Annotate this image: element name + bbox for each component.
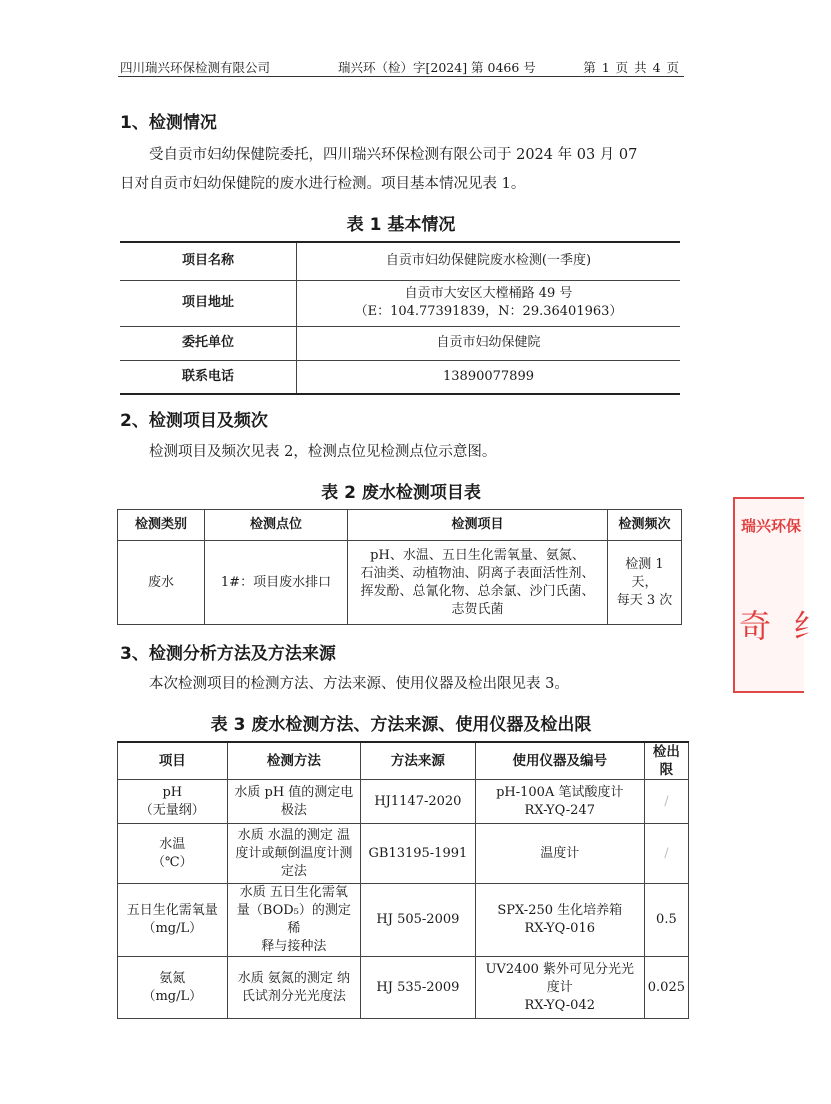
section-1-paragraph	[120, 141, 680, 199]
table-row	[120, 242, 680, 280]
source-cell: GB13195-1991	[361, 824, 476, 884]
table-row	[118, 957, 689, 1019]
limit-cell: 0.025	[644, 957, 688, 1019]
limit-cell: 0.5	[644, 884, 688, 957]
stamp-glyphs: 奇 纟	[739, 607, 831, 645]
column-header: 检测类别	[118, 510, 205, 541]
address-line: 自贡市大安区大樘桶路 49 号	[404, 286, 573, 301]
row-label: 项目地址	[120, 280, 297, 326]
method-line: 氏试剂分光光度法	[241, 988, 346, 1004]
instrument-cell	[475, 884, 644, 957]
method-cell	[227, 884, 360, 957]
column-header: 检出限	[644, 742, 688, 780]
column-header: 方法来源	[361, 742, 476, 780]
item-name: pH	[162, 784, 183, 800]
column-header: 使用仪器及编号	[475, 742, 644, 780]
instrument-line: pH-100A 笔试酸度计	[496, 784, 624, 800]
item-unit: （mg/L）	[142, 921, 203, 936]
section-1-line-1: 受自贡市妇幼保健院委托，四川瑞兴环保检测有限公司于 2024 年 03 月 07	[149, 147, 638, 163]
column-header: 检测方法	[227, 742, 360, 780]
row-label: 委托单位	[120, 326, 297, 360]
row-value: 自贡市妇幼保健院废水检测(一季度)	[297, 242, 681, 280]
items-line: 石油类、动植物油、阴离子表面活性剂、	[360, 565, 595, 581]
items-line: 挥发酚、总氰化物、总余氯、沙门氏菌、	[360, 583, 595, 599]
method-line: 水质 水温的测定 温	[237, 827, 350, 843]
method-line: 量（BOD₅）的测定 稀	[236, 903, 351, 936]
table-row	[118, 541, 682, 625]
items-cell	[348, 541, 608, 625]
items-line: 志贺氏菌	[451, 601, 504, 617]
items-table	[117, 509, 682, 625]
instrument-cell	[475, 957, 644, 1019]
source-cell: HJ 535-2009	[361, 957, 476, 1019]
coordinates-line: （E：104.77391839，N：29.36401963）	[354, 304, 623, 319]
instrument-line: RX-YQ-042	[524, 997, 595, 1013]
method-line: 水质 五日生化需氧	[239, 885, 348, 900]
section-2-text: 检测项目及频次见表 2，检测点位见检测点位示意图。	[149, 444, 497, 460]
instrument-cell	[475, 780, 644, 824]
location-cell: 1#：项目废水排口	[205, 541, 348, 625]
row-value: 自贡市妇幼保健院	[297, 326, 681, 360]
section-2-paragraph	[120, 438, 680, 467]
header-page-number: 第 1 页 共 4 页	[583, 60, 680, 75]
table-row	[118, 780, 689, 824]
column-header: 检测项目	[348, 510, 608, 541]
header-company: 四川瑞兴环保检测有限公司	[120, 60, 271, 75]
method-cell	[227, 957, 360, 1019]
method-line: 定法	[280, 863, 307, 879]
method-cell	[227, 824, 360, 884]
row-label: 项目名称	[120, 242, 297, 280]
method-line: 度计或颠倒温度计测	[235, 845, 353, 861]
item-cell	[118, 824, 228, 884]
instrument-line: 度计	[546, 979, 573, 995]
frequency-line: 每天 3 次	[616, 592, 673, 608]
item-unit: （无量纲）	[139, 802, 205, 818]
method-line: 水质 pH 值的测定电	[234, 784, 354, 800]
section-1-line-2: 日对自贡市妇幼保健院的废水进行检测。项目基本情况见表 1。	[120, 176, 526, 192]
instrument-line: UV2400 紫外可见分光光	[485, 961, 635, 977]
seal-stamp	[733, 497, 831, 693]
method-line: 释与接种法	[261, 939, 327, 954]
page-header	[118, 54, 684, 77]
frequency-line: 检测 1 天，	[625, 556, 664, 590]
table-header-row	[118, 742, 689, 780]
instrument-line: 温度计	[540, 845, 580, 861]
source-cell: HJ 505-2009	[361, 884, 476, 957]
instrument-cell	[475, 824, 644, 884]
table-3-caption: 表 3 废水检测方法、方法来源、使用仪器及检出限	[210, 715, 592, 735]
header-report-number: 瑞兴环（检）字[2024] 第 0466 号	[338, 60, 536, 75]
stamp-text: 瑞兴环保	[741, 517, 802, 535]
method-cell	[227, 780, 360, 824]
section-3-paragraph	[120, 670, 680, 699]
instrument-line: RX-YQ-016	[524, 921, 595, 936]
instrument-line: RX-YQ-247	[524, 802, 595, 818]
item-name: 氨氮	[159, 970, 186, 986]
category-cell: 废水	[118, 541, 205, 625]
instrument-line: SPX-250 生化培养箱	[497, 903, 623, 918]
method-line: 极法	[280, 802, 307, 818]
item-unit: （℃）	[152, 854, 193, 870]
table-row	[118, 884, 689, 957]
limit-cell: /	[644, 780, 688, 824]
table-row	[120, 280, 680, 326]
basic-info-table	[120, 241, 680, 395]
table-1-caption: 表 1 基本情况	[346, 215, 456, 235]
row-value: 13890077899	[297, 360, 681, 394]
method-line: 水质 氨氮的测定 纳	[237, 970, 350, 986]
item-name: 水温	[159, 836, 186, 852]
limit-cell: /	[644, 824, 688, 884]
section-3-heading: 3、检测分析方法及方法来源	[120, 644, 336, 664]
source-cell: HJ1147-2020	[361, 780, 476, 824]
section-2-heading: 2、检测项目及频次	[120, 411, 268, 431]
column-header: 检测点位	[205, 510, 348, 541]
item-name: 五日生化需氧量	[126, 903, 218, 918]
item-cell	[118, 884, 228, 957]
table-row	[120, 360, 680, 394]
table-2-caption: 表 2 废水检测项目表	[321, 483, 481, 503]
item-cell	[118, 780, 228, 824]
column-header: 项目	[118, 742, 228, 780]
table-row	[118, 824, 689, 884]
methods-table	[117, 741, 689, 1019]
item-cell	[118, 957, 228, 1019]
row-label: 联系电话	[120, 360, 297, 394]
items-line: pH、水温、五日生化需氧量、氨氮、	[370, 547, 585, 563]
table-row	[120, 326, 680, 360]
section-1-heading: 1、检测情况	[120, 113, 217, 133]
section-3-text: 本次检测项目的检测方法、方法来源、使用仪器及检出限见表 3。	[149, 676, 569, 692]
item-unit: （mg/L）	[142, 988, 203, 1004]
table-header-row	[118, 510, 682, 541]
frequency-cell	[608, 541, 682, 625]
column-header: 检测频次	[608, 510, 682, 541]
row-value	[297, 280, 681, 326]
